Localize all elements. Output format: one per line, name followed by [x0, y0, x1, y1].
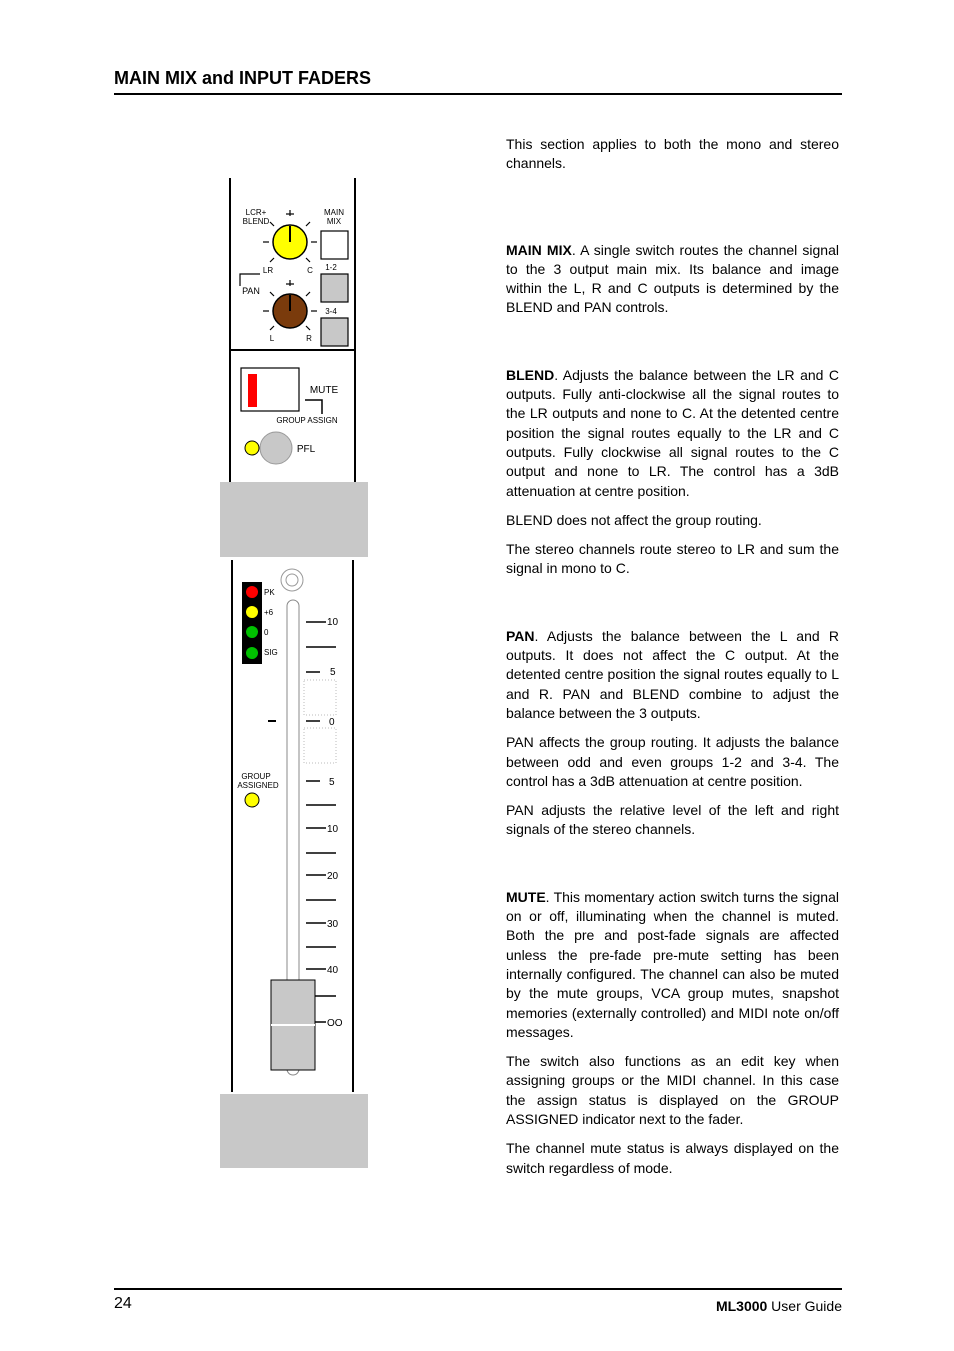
group-assign-label: GROUP ASSIGN	[276, 416, 338, 425]
group-34-switch[interactable]	[321, 318, 348, 346]
group-12-switch[interactable]	[321, 274, 348, 302]
pfl-label: PFL	[296, 444, 316, 455]
group-34-label: 3-4	[325, 307, 337, 316]
meter-led-sig	[246, 647, 258, 659]
main-mix-term: MAIN MIX	[506, 241, 572, 258]
lcr-blend-label-2: BLEND	[242, 217, 270, 226]
blend-term: BLEND	[506, 366, 555, 383]
footer-rule	[114, 1288, 842, 1290]
mute-text: . This momentary action switch turns the signal on or off, illuminating when the channel is muted. Both the pre and post-fade signals are affected unless the pre-fade pre-mute setting has been internally configured. The channel can also be muted by the mute groups, VCA group mutes, snapshot memories (externally controlled) and MIDI note on/off messages.	[506, 888, 839, 1040]
fader-screw-icon	[281, 569, 303, 591]
meter-label-6: +6	[264, 608, 274, 617]
main-mix-paragraph	[506, 241, 839, 318]
guide-title-bold: ML3000	[715, 1298, 768, 1314]
main-mix-text: . A single switch routes the channel signal to the 3 output main mix. Its balance and image within the L, R and C outputs is determined by the BLEND and PAN controls.	[506, 241, 839, 316]
page-title: MAIN MIX and INPUT FADERS	[114, 68, 372, 88]
mute-paragraph-2: The switch also functions as an edit key when assigning groups or the MIDI channel. In this case the assign status is displayed on the GROUP ASSIGNED indicator next to the fader.	[506, 1053, 839, 1127]
main-mix-label-2: MIX	[326, 217, 342, 226]
mute-term: MUTE	[506, 888, 546, 905]
intro-paragraph: This section applies to both the mono and stereo channels.	[506, 136, 839, 172]
blend-text: . Adjusts the balance between the LR and C outputs. Fully anti-clockwise all the signal routes to the LR outputs and none to C. At the detented centre position the signal routes equally to the LR and C outputs. Fully clockwise all signal routes to the C output and none to LR. The control has a 3dB attenuation at centre position.	[506, 366, 839, 499]
header-rule	[114, 93, 842, 95]
main-mix-label: MAIN	[324, 208, 344, 217]
pfl-button[interactable]	[260, 432, 292, 464]
fader-label-neg30: 30	[327, 919, 339, 930]
guide-title	[716, 1298, 842, 1314]
mute-indicator	[248, 374, 257, 407]
pan-paragraph-2: PAN affects the group routing. It adjusts the balance between odd and even groups 1-2 and 3-4. The control has a 3dB attenuation at centre position.	[506, 734, 839, 789]
page-number: 24	[114, 1295, 132, 1312]
pan-left-label: L	[269, 334, 275, 343]
fader-label-5: 5	[330, 667, 336, 678]
channel-strip-illustration	[200, 170, 380, 1170]
fader-label-10: 10	[327, 617, 339, 628]
blend-right-label: C	[307, 266, 313, 275]
meter-label-sig: SIG	[264, 648, 278, 657]
mute-paragraph	[506, 888, 839, 1042]
group-assigned-label-2: ASSIGNED	[237, 781, 279, 790]
fader-label-0: 0	[329, 717, 335, 728]
fader-label-neg20: 20	[327, 871, 339, 882]
pan-paragraph-3: PAN adjusts the relative level of the left and right signals of the stereo channels.	[506, 802, 839, 838]
meter-led-6	[246, 606, 258, 618]
meter-led-pk	[246, 586, 258, 598]
main-mix-switch[interactable]	[321, 231, 348, 259]
meter-label-pk: PK	[264, 588, 275, 597]
meter-label-0: 0	[264, 628, 269, 637]
fader-scale-ticks	[306, 622, 336, 1022]
fader-label-neg5: 5	[329, 777, 335, 788]
description-column	[506, 135, 839, 1188]
fader-label-inf: OO	[327, 1018, 343, 1029]
group-assigned-label: GROUP	[241, 772, 271, 781]
pan-term: PAN	[506, 627, 535, 644]
blend-paragraph	[506, 366, 839, 501]
mute-paragraph-3: The channel mute status is always displayed on the switch regardless of mode.	[506, 1140, 839, 1176]
pan-text: . Adjusts the balance between the L and R outputs. It does not affect the C output. At the detented centre position the signal routes equally to L and R. PAN and BLEND combine to adjust the balance between the 3 outputs.	[506, 627, 839, 721]
meter-led-0	[246, 626, 258, 638]
middle-grey-panel	[220, 482, 368, 557]
fader-label-neg10: 10	[327, 824, 339, 835]
bottom-grey-panel	[220, 1094, 368, 1168]
group-assigned-led	[245, 793, 259, 807]
blend-paragraph-2: BLEND does not affect the group routing.	[506, 511, 762, 528]
blend-paragraph-3: The stereo channels route stereo to LR and sum the signal in mono to C.	[506, 541, 839, 577]
mute-label: MUTE	[309, 385, 339, 396]
blend-left-label: LR	[262, 266, 274, 275]
pan-paragraph	[506, 627, 839, 723]
pan-label: PAN	[242, 286, 260, 296]
pan-right-label: R	[306, 334, 312, 343]
fader-label-neg40: 40	[327, 965, 339, 976]
guide-title-rest: User Guide	[767, 1298, 842, 1314]
pfl-led	[245, 441, 259, 455]
lcr-blend-label: LCR+	[245, 208, 267, 217]
group-12-label: 1-2	[325, 263, 337, 272]
